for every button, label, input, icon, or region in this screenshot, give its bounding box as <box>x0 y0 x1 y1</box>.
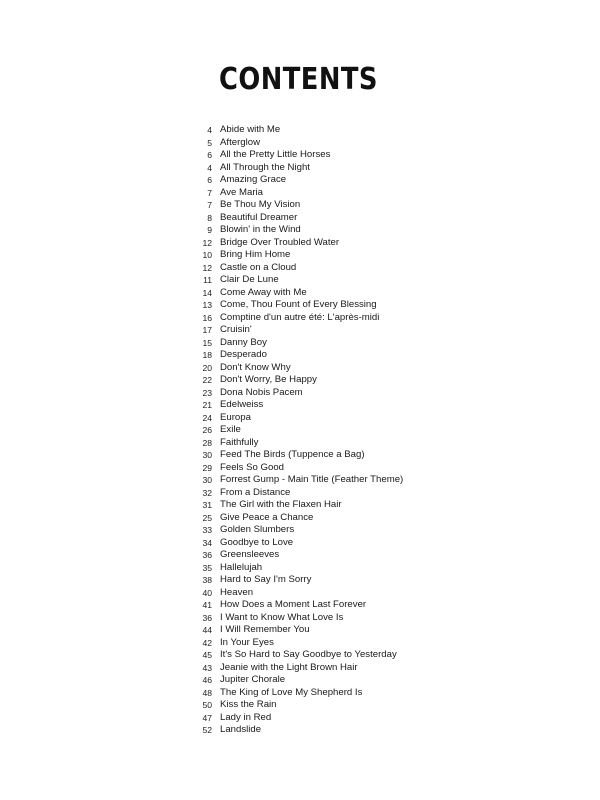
contents-entry <box>190 424 403 437</box>
entry-title: Forrest Gump - Main Title (Feather Theme) <box>220 474 404 485</box>
contents-entry <box>190 337 403 350</box>
entry-page-number: 26 <box>202 425 212 435</box>
contents-entry <box>190 699 403 712</box>
contents-entry <box>190 599 403 612</box>
entry-page-number: 13 <box>202 300 212 310</box>
contents-entry <box>190 299 403 312</box>
entry-page-number: 20 <box>202 362 212 373</box>
entry-page-number: 4 <box>207 162 212 173</box>
entry-title: Comptine d'un autre été: L'après-midi <box>220 311 380 323</box>
entry-page-number: 45 <box>202 650 212 660</box>
entry-title: Castle on a Cloud <box>220 261 297 273</box>
contents-entry <box>190 437 403 450</box>
page-title: CONTENTS <box>219 62 378 97</box>
entry-page-number: 43 <box>202 662 212 673</box>
entry-title: The Girl with the Flaxen Hair <box>220 499 342 510</box>
entry-page-number: 14 <box>202 287 212 298</box>
entry-title: Cruisin' <box>220 324 252 335</box>
entry-page-number: 35 <box>202 562 212 573</box>
contents-entry <box>190 574 403 587</box>
entry-title: Don't Know Why <box>220 361 291 373</box>
entry-title: All Through the Night <box>220 161 310 173</box>
entry-title: Hallelujah <box>220 561 263 573</box>
contents-entry <box>190 549 403 562</box>
entry-page-number: 40 <box>202 587 212 598</box>
contents-entry <box>190 137 403 150</box>
entry-page-number: 16 <box>202 312 212 323</box>
entry-page-number: 5 <box>207 137 212 148</box>
contents-entry <box>190 312 403 325</box>
entry-page-number: 4 <box>207 125 212 135</box>
contents-entry <box>190 149 403 162</box>
entry-page-number: 11 <box>203 275 212 285</box>
entry-title: Abide with Me <box>220 124 281 135</box>
contents-entry <box>190 412 403 425</box>
entry-page-number: 46 <box>202 675 212 685</box>
contents-entry <box>190 587 403 600</box>
entry-page-number: 41 <box>202 600 212 610</box>
entry-page-number: 31 <box>202 500 212 510</box>
contents-entry <box>190 662 403 675</box>
entry-page-number: 7 <box>207 200 212 210</box>
contents-entry <box>190 724 403 737</box>
entry-page-number: 47 <box>202 712 212 723</box>
contents-entry <box>190 537 403 550</box>
contents-entry <box>190 387 403 400</box>
entry-title: Jupiter Chorale <box>220 674 286 685</box>
entry-page-number: 17 <box>202 325 212 335</box>
contents-entry <box>190 474 403 487</box>
entry-title: Lady in Red <box>220 711 272 723</box>
entry-page-number: 30 <box>202 475 212 485</box>
contents-entry <box>190 374 403 387</box>
entry-page-number: 30 <box>202 450 212 460</box>
entry-title: The King of Love My Shepherd Is <box>220 686 363 698</box>
contents-entry <box>190 237 403 250</box>
entry-title: Feed The Birds (Tuppence a Bag) <box>220 449 365 460</box>
entry-page-number: 18 <box>202 350 212 360</box>
contents-entry <box>190 124 403 137</box>
entry-title: Amazing Grace <box>220 174 287 185</box>
contents-entry <box>190 174 403 187</box>
entry-page-number: 15 <box>202 337 212 348</box>
entry-title: Exile <box>220 424 241 435</box>
contents-entry <box>190 262 403 275</box>
contents-entry <box>190 224 403 237</box>
entry-page-number: 12 <box>202 237 212 248</box>
contents-entry <box>190 199 403 212</box>
entry-title: Greensleeves <box>220 549 280 560</box>
entry-page-number: 22 <box>202 375 212 385</box>
entry-page-number: 9 <box>207 225 212 235</box>
contents-entry <box>190 512 403 525</box>
contents-entry <box>190 249 403 262</box>
entry-title: Feels So Good <box>220 461 284 473</box>
contents-list <box>190 124 403 737</box>
entry-page-number: 44 <box>202 625 212 635</box>
entry-title: Jeanie with the Light Brown Hair <box>220 661 358 673</box>
contents-entry <box>190 274 403 287</box>
entry-title: Europa <box>220 411 251 423</box>
contents-entry <box>190 449 403 462</box>
entry-title: Beautiful Dreamer <box>220 211 298 223</box>
entry-title: Come, Thou Fount of Every Blessing <box>220 299 377 310</box>
entry-title: I Will Remember You <box>220 624 310 635</box>
entry-page-number: 21 <box>202 400 212 410</box>
entry-title: In Your Eyes <box>220 636 274 648</box>
entry-title: Be Thou My Vision <box>220 199 301 210</box>
entry-page-number: 24 <box>202 412 212 423</box>
entry-page-number: 25 <box>202 512 212 523</box>
entry-title: Desperado <box>220 349 267 360</box>
entry-title: Kiss the Rain <box>220 699 277 710</box>
contents-entry <box>190 162 403 175</box>
entry-title: Clair De Lune <box>220 274 279 285</box>
entry-title: Goodbye to Love <box>220 536 294 548</box>
entry-title: Give Peace a Chance <box>220 511 314 523</box>
entry-title: Bring Him Home <box>220 249 291 260</box>
contents-entry <box>190 637 403 650</box>
entry-page-number: 50 <box>202 700 212 710</box>
contents-entry <box>190 287 403 300</box>
contents-entry <box>190 187 403 200</box>
entry-page-number: 34 <box>202 537 212 548</box>
contents-entry <box>190 624 403 637</box>
entry-page-number: 36 <box>202 550 212 560</box>
entry-page-number: 28 <box>202 437 212 448</box>
entry-title: All the Pretty Little Horses <box>220 149 331 160</box>
entry-title: Hard to Say I'm Sorry <box>220 574 312 585</box>
entry-title: Ave Maria <box>220 186 264 198</box>
entry-title: Afterglow <box>220 136 260 148</box>
entry-page-number: 12 <box>202 262 212 273</box>
entry-title: Heaven <box>220 586 254 598</box>
contents-entry <box>190 399 403 412</box>
contents-entry <box>190 462 403 475</box>
entry-title: Faithfully <box>220 436 259 448</box>
entry-page-number: 29 <box>202 462 212 473</box>
contents-entry <box>190 649 403 662</box>
contents-entry <box>190 712 403 725</box>
entry-page-number: 6 <box>207 150 212 160</box>
entry-title: Golden Slumbers <box>220 524 295 535</box>
contents-entry <box>190 212 403 225</box>
contents-entry <box>190 324 403 337</box>
entry-title: Don't Worry, Be Happy <box>220 374 317 385</box>
entry-title: How Does a Moment Last Forever <box>220 599 367 610</box>
entry-page-number: 42 <box>202 637 212 648</box>
entry-page-number: 32 <box>202 487 212 498</box>
contents-entry <box>190 524 403 537</box>
entry-title: Landslide <box>220 724 262 735</box>
entry-page-number: 52 <box>202 725 212 735</box>
entry-page-number: 8 <box>207 212 212 223</box>
contents-entry <box>190 612 403 625</box>
contents-entry <box>190 687 403 700</box>
contents-entry <box>190 562 403 575</box>
entry-page-number: 36 <box>202 612 212 623</box>
contents-entry <box>190 487 403 500</box>
entry-title: Blowin' in the Wind <box>220 224 301 235</box>
entry-title: I Want to Know What Love Is <box>220 611 344 623</box>
entry-page-number: 7 <box>207 187 212 198</box>
entry-title: From a Distance <box>220 486 291 498</box>
entry-page-number: 10 <box>202 250 212 260</box>
entry-page-number: 33 <box>202 525 212 535</box>
entry-page-number: 48 <box>202 687 212 698</box>
entry-page-number: 6 <box>207 175 212 185</box>
entry-title: It's So Hard to Say Goodbye to Yesterday <box>220 649 397 660</box>
contents-entry <box>190 674 403 687</box>
entry-title: Come Away with Me <box>220 286 307 298</box>
entry-page-number: 23 <box>202 387 212 398</box>
contents-entry <box>190 499 403 512</box>
entry-title: Dona Nobis Pacem <box>220 386 303 398</box>
entry-page-number: 38 <box>202 575 212 585</box>
contents-entry <box>190 349 403 362</box>
entry-title: Bridge Over Troubled Water <box>220 236 340 248</box>
contents-entry <box>190 362 403 375</box>
entry-title: Edelweiss <box>220 399 264 410</box>
entry-title: Danny Boy <box>220 336 267 348</box>
